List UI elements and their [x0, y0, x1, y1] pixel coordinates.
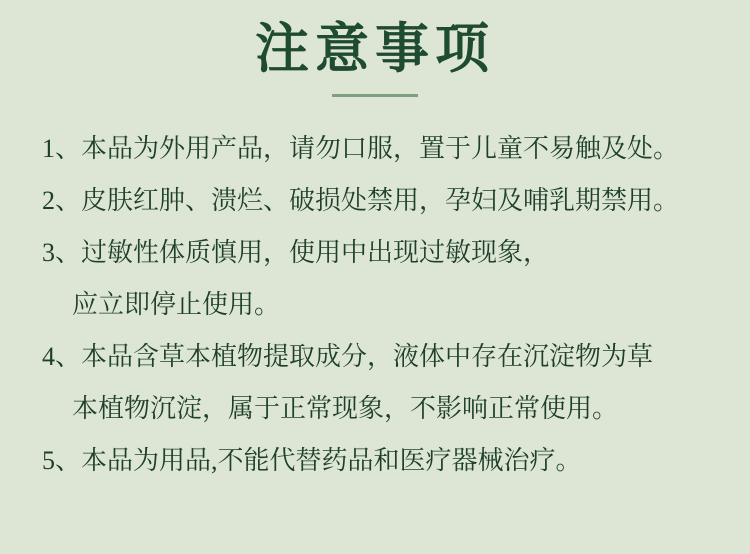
note-line: 1、本品为外用产品，请勿口服，置于儿童不易触及处。	[42, 134, 680, 164]
list-item	[42, 227, 734, 331]
list-item	[42, 331, 734, 435]
title-block	[0, 0, 750, 97]
note-line: 5、本品为用品,不能代替药品和医疗器械治疗。	[42, 446, 582, 476]
list-item	[42, 175, 734, 227]
note-line: 应立即停止使用。	[72, 290, 281, 320]
list-item	[42, 123, 734, 175]
note-line: 2、皮肤红肿、溃烂、破损处禁用，孕妇及哺乳期禁用。	[42, 186, 680, 216]
page-title: 注意事项	[255, 19, 495, 79]
note-line: 4、本品含草本植物提取成分，液体中存在沉淀物为草	[42, 342, 654, 372]
list-item	[42, 435, 734, 487]
note-line: 本植物沉淀，属于正常现象，不影响正常使用。	[72, 394, 619, 424]
notes-list	[0, 123, 750, 487]
title-divider	[332, 94, 418, 97]
note-line: 3、过敏性体质慎用，使用中出现过敏现象，	[42, 238, 550, 268]
